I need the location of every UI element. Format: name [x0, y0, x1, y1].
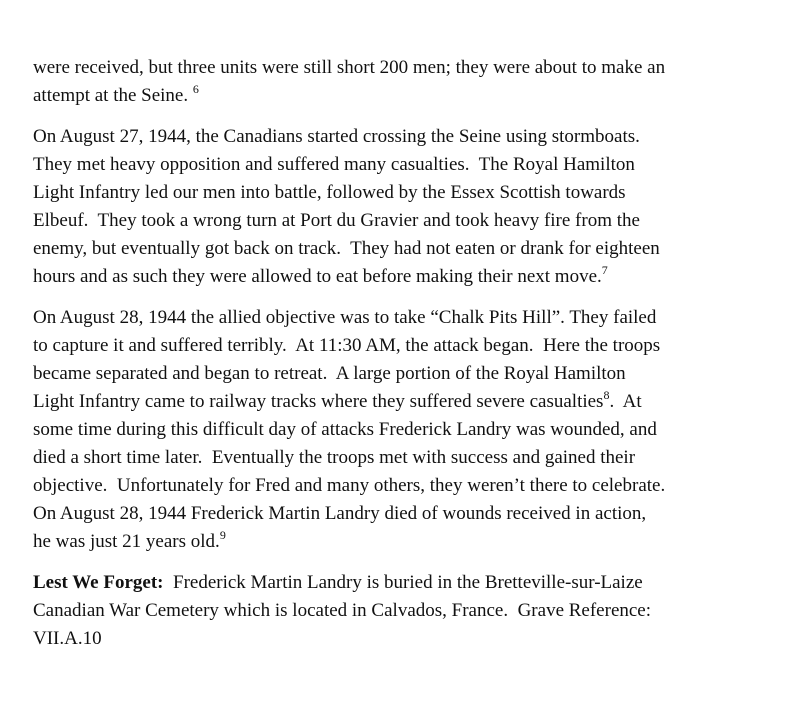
paragraph-1: [33, 54, 763, 110]
text-line: [33, 388, 763, 416]
text-line: They met heavy opposition and suffered many casualties. The Royal Hamilton: [33, 154, 635, 175]
text-line: Light Infantry led our men into battle, followed by the Essex Scottish towards: [33, 182, 626, 203]
paragraph-2: [33, 123, 763, 291]
text-line: were received, but three units were still short 200 men; they were about to make an: [33, 57, 666, 78]
text-line: Canadian War Cemetery which is located in Calvados, France. Grave Reference:: [33, 600, 652, 621]
text-segment: hours and as such they were allowed to eat before making their next move.: [33, 266, 602, 287]
text-line: [33, 82, 763, 110]
text-line: enemy, but eventually got back on track. They had not eaten or drank for eighteen: [33, 238, 660, 259]
grave-reference: VII.A.10: [33, 628, 102, 649]
text-line: to capture it and suffered terribly. At 11:30 AM, the attack began. Here the troops: [33, 335, 661, 356]
text-line: objective. Unfortunately for Fred and many others, they weren’t there to celebrate.: [33, 475, 666, 496]
footnote-marker: 6: [192, 82, 199, 96]
text-line: On August 28, 1944 Frederick Martin Landry died of wounds received in action,: [33, 503, 647, 524]
paragraph-4: [33, 569, 763, 653]
text-line: On August 27, 1944, the Canadians started crossing the Seine using stormboats.: [33, 126, 640, 147]
text-line: became separated and began to retreat. A large portion of the Royal Hamilton: [33, 363, 626, 384]
text-segment: Light Infantry came to railway tracks where they suffered severe casualties: [33, 391, 604, 412]
text-line: died a short time later. Eventually the troops met with success and gained their: [33, 447, 636, 468]
footnote-marker: 9: [219, 528, 226, 542]
paragraph-3: [33, 304, 763, 556]
text-line: some time during this difficult day of attacks Frederick Landry was wounded, and: [33, 419, 657, 440]
text-line: On August 28, 1944 the allied objective was to take “Chalk Pits Hill”. They failed: [33, 307, 657, 328]
footnote-marker: 8: [603, 388, 610, 402]
text-segment: . At: [609, 391, 642, 412]
text-line: Elbeuf. They took a wrong turn at Port du Gravier and took heavy fire from the: [33, 210, 640, 231]
lest-we-forget-label: Lest We Forget:: [33, 572, 164, 593]
footnote-marker: 7: [601, 263, 608, 277]
text-segment: he was just 21 years old.: [33, 531, 220, 552]
text-line: [33, 528, 763, 556]
document-page: [33, 54, 763, 666]
text-segment: Frederick Martin Landry is buried in the Bretteville-sur-Laize: [163, 572, 643, 593]
text-segment: attempt at the Seine.: [33, 85, 193, 106]
text-line: [33, 263, 763, 291]
text-line: [33, 569, 763, 597]
